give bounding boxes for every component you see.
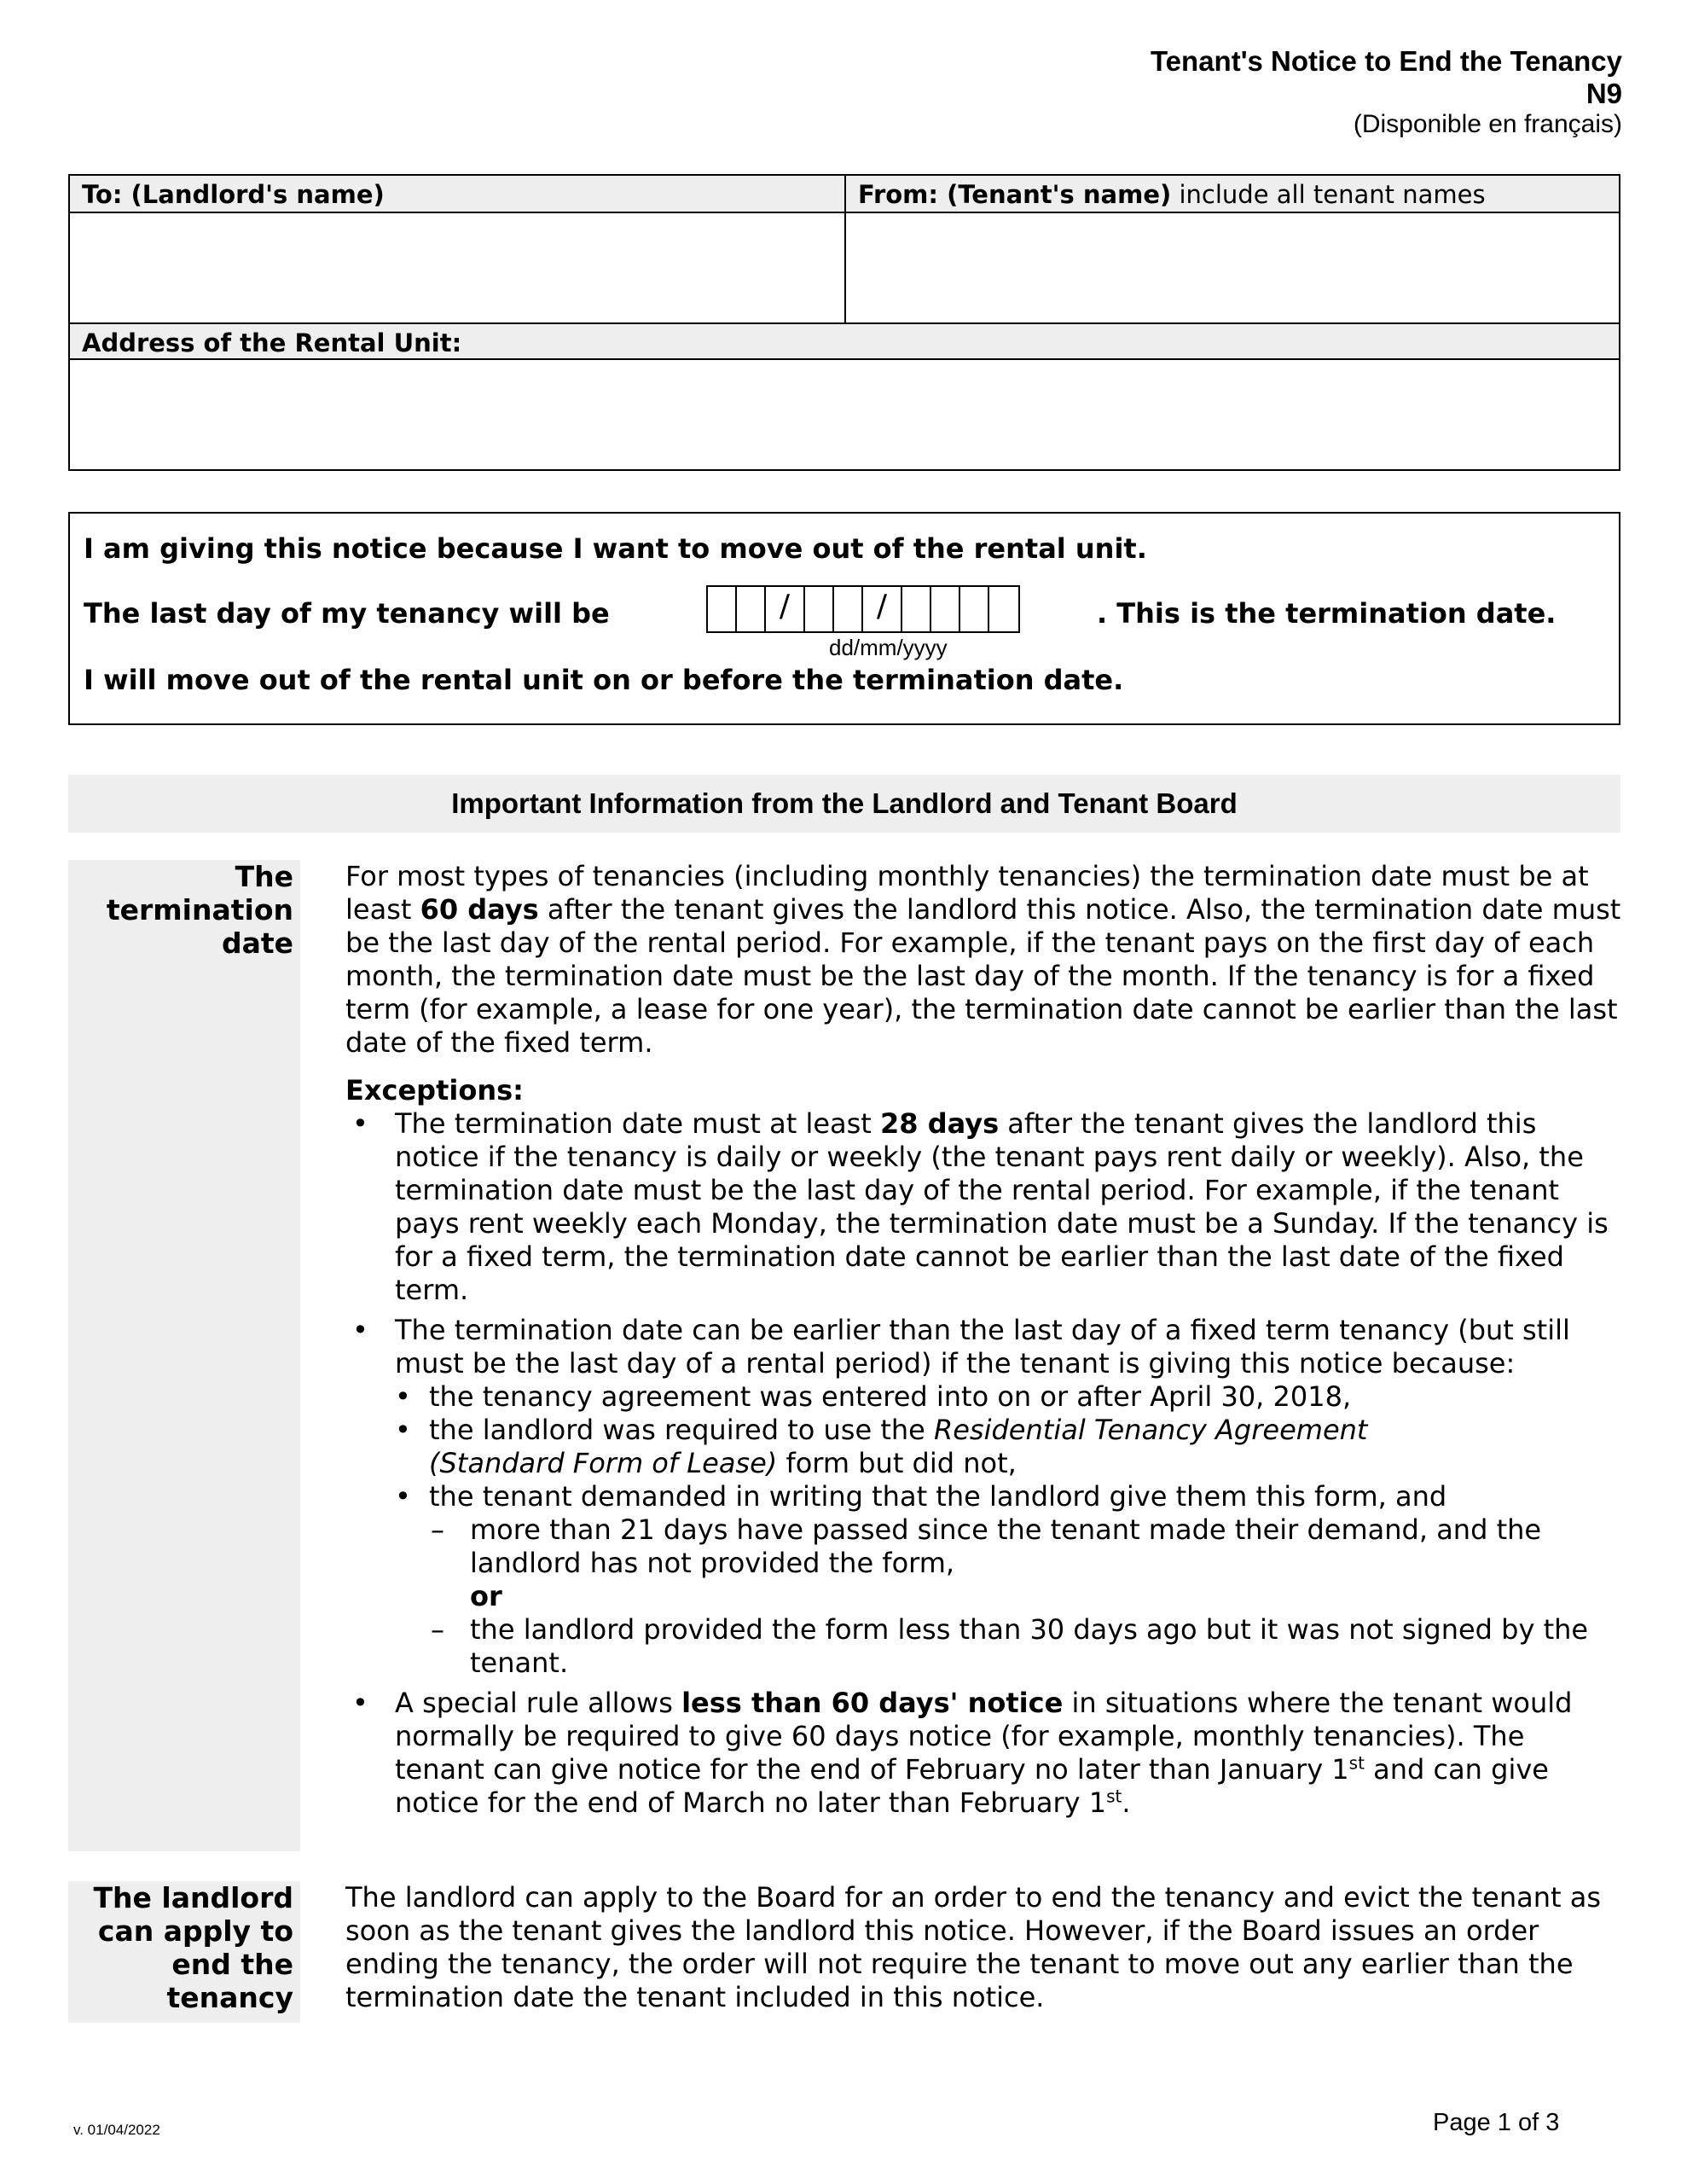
side-heading-line: date (221, 926, 293, 960)
form-title: Tenant's Notice to End the Tenancy (1150, 45, 1622, 77)
tenant-name-label-note: include all tenant names (1171, 180, 1486, 209)
parties-table (68, 174, 1620, 471)
landlord-apply-paragraph: The landlord can apply to the Board for an order to end the tenancy and evict the tenant as soon as the tenant gives the landlord this notice. However, if the Board issues an order ending the tenancy, the order will not require the tenant to move out any earlier than the termination date the tenant included in this notice. (345, 1881, 1601, 2013)
landlord-name-field[interactable] (70, 213, 844, 322)
text-run: . (1122, 1786, 1131, 1819)
landlord-apply-side-heading (68, 1881, 300, 2023)
exception-subitem (345, 1414, 1621, 1480)
address-field[interactable] (70, 360, 1619, 469)
text-run: the tenant demanded in writing that the landlord give them this form, and (429, 1480, 1447, 1513)
text-run: A special rule allows (395, 1687, 682, 1719)
date-day-1[interactable] (708, 587, 737, 631)
bullet-icon: • (352, 1107, 368, 1140)
notice-reason: I am giving this notice because I want to move out of the rental unit. (84, 532, 1147, 565)
exception-item (345, 1107, 1621, 1307)
tenant-name-label (846, 176, 1619, 213)
form-code: N9 (1586, 78, 1622, 109)
text-run-bold: 28 days (880, 1107, 1000, 1140)
tenant-name-field[interactable] (846, 213, 1619, 322)
dash-icon: – (431, 1513, 444, 1546)
termination-date-prefix: The last day of my tenancy will be (84, 597, 610, 630)
text-run: The termination date must at least (395, 1107, 881, 1140)
termination-date-suffix: . This is the termination date. (1097, 597, 1557, 630)
termination-date-input[interactable] (706, 585, 1020, 633)
termination-date-paragraph (345, 860, 1621, 1060)
version-label: v. 01/04/2022 (73, 2122, 160, 2138)
date-separator: / (766, 587, 805, 631)
date-format-hint: dd/mm/yyyy (829, 635, 948, 660)
text-run: the landlord provided the form less than 30 days ago but it was not signed by the tenant. (470, 1613, 1589, 1679)
exception-dash-item (345, 1613, 1621, 1680)
date-year-2[interactable] (931, 587, 960, 631)
info-section-title: Important Information from the Landlord and Tenant Board (68, 775, 1620, 833)
form-header (1151, 44, 1622, 140)
date-separator: / (863, 587, 902, 631)
date-year-1[interactable] (902, 587, 931, 631)
landlord-name-label: To: (Landlord's name) (70, 176, 844, 213)
exception-subitem (345, 1480, 1621, 1513)
bullet-icon: • (352, 1687, 368, 1719)
date-year-4[interactable] (989, 587, 1018, 631)
text-run-bold: less than 60 days' notice (681, 1687, 1064, 1719)
address-label: Address of the Rental Unit: (70, 322, 1619, 360)
text-run: For most types of tenancies (including monthly tenancies) the termination date must be at least (345, 860, 1589, 926)
text-run: after the tenant gives the landlord this notice. Also, the termination date must be the last day of the rental period. For example, if the tenant pays on the first day of each month, the termination date must be the last day of the month. If the tenancy is for a fixed term (for example, a lease for one year), the termination date cannot be earlier than the last date of the fixed term. (345, 893, 1621, 1059)
bullet-icon: • (395, 1414, 411, 1446)
date-day-2[interactable] (737, 587, 766, 631)
text-run: the landlord was required to use the (429, 1414, 934, 1446)
superscript: st (1348, 1752, 1365, 1774)
exception-item (345, 1687, 1621, 1820)
text-run: and can give notice for the end of March no later than February 1 (395, 1753, 1549, 1819)
bullet-icon: • (395, 1380, 411, 1413)
date-year-3[interactable] (960, 587, 989, 631)
text-run: The termination date can be earlier than the last day of a fixed term tenancy (but still must be the last day of a rental period) if the tenant is giving this notice because: (395, 1314, 1570, 1380)
text-run-italic: Residential Tenancy Agreement (Standard Form of Lease) (429, 1414, 1368, 1479)
text-run-bold: 60 days (420, 893, 539, 926)
exception-item (345, 1314, 1621, 1380)
bullet-icon: • (352, 1314, 368, 1346)
date-month-1[interactable] (805, 587, 834, 631)
termination-date-side-heading (68, 860, 300, 1851)
text-run: after the tenant gives the landlord this notice if the tenancy is daily or weekly (the tenant pays rent daily or weekly). Also, the termination date must be the last day of the rental period. For example, if the tenant pays rent weekly each Monday, the termination date must be a Sunday. If the tenancy is for a fixed term, the termination date cannot be earlier than the last date of the fixed term. (395, 1107, 1609, 1306)
side-heading-line: tenancy (166, 1981, 293, 2014)
side-heading-line: end the (171, 1948, 293, 1981)
side-heading-line: The (235, 860, 293, 893)
superscript: st (1106, 1786, 1122, 1807)
move-out-statement: I will move out of the rental unit on or before the termination date. (84, 664, 1124, 696)
text-run: form but did not, (777, 1447, 1017, 1479)
termination-date-section (345, 860, 1621, 1820)
landlord-apply-section (345, 1881, 1621, 2014)
tenant-name-label-bold: From: (Tenant's name) (858, 180, 1172, 209)
bullet-icon: • (395, 1480, 411, 1513)
text-run: in situations where the tenant would normally be required to give 60 days notice (for example, monthly tenancies). The tenant can give notice for the end of February no later than January 1 (395, 1687, 1573, 1786)
landlord-column (70, 176, 846, 322)
exception-dash-item (345, 1513, 1621, 1580)
exception-subitem (345, 1380, 1621, 1414)
or-separator: or (470, 1580, 502, 1612)
exceptions-heading: Exceptions: (345, 1074, 524, 1107)
french-availability: (Disponible en français) (1353, 110, 1622, 138)
text-run: the tenancy agreement was entered into on or after April 30, 2018, (429, 1380, 1352, 1413)
dash-icon: – (431, 1613, 444, 1646)
page-number: Page 1 of 3 (1433, 2109, 1560, 2136)
side-heading-line: The landlord (93, 1881, 293, 1914)
tenant-column (846, 176, 1619, 322)
side-heading-line: can apply to (97, 1914, 293, 1948)
side-heading-line: termination (106, 893, 293, 926)
text-run: more than 21 days have passed since the tenant made their demand, and the landlord has not provided the form, (470, 1513, 1542, 1579)
notice-box (68, 512, 1620, 725)
date-month-2[interactable] (834, 587, 863, 631)
